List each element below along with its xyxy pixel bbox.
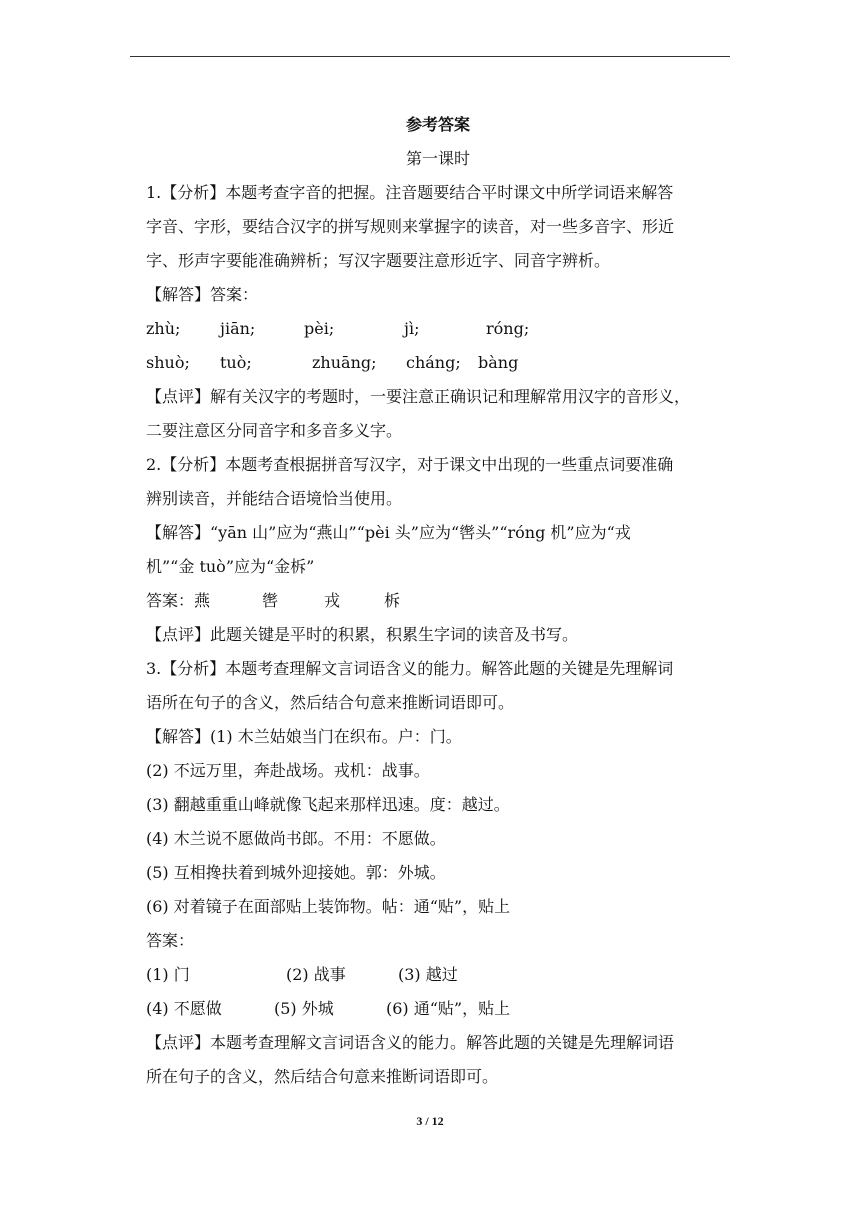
pinyin-item: róng;: [486, 319, 530, 338]
answer-item: (4) 不愿做: [146, 999, 222, 1018]
answer-item: 答案：燕: [146, 591, 211, 610]
q2-analysis-line-2: 辨别读音，并能结合语境恰当使用。: [146, 489, 403, 508]
q1-comment-line-1: 【点评】解有关汉字的考题时，一要注意正确识记和理解常用汉字的音形义，: [146, 387, 691, 406]
q3-answers-row-1: [146, 958, 730, 992]
q1-comment-line-2: 二要注意区分同音字和多音多义字。: [146, 421, 403, 440]
q3-answer-1: 【解答】(1) 木兰姑娘当门在织布。户：门。: [146, 727, 462, 746]
q2-answer-line-1: 【解答】“yān 山”应为“燕山”“pèi 头”应为“辔头”“róng 机”应为“戎: [146, 523, 631, 542]
pinyin-item: jiān;: [220, 319, 256, 338]
pinyin-row-1: [146, 312, 730, 346]
answer-item: 戎: [324, 591, 341, 610]
q3-analysis-line-2: 语所在句子的含义，然后结合句意来推断词语即可。: [146, 693, 515, 712]
header-rule: [130, 56, 730, 57]
q3-answer-label: 答案：: [146, 931, 195, 950]
q3-answer-6: (6) 对着镜子在面部贴上装饰物。帖：通“贴”，贴上: [146, 897, 511, 916]
q2-answer-row: [146, 584, 730, 618]
pinyin-item: zhuāng;: [312, 353, 377, 372]
q3-analysis-line-1: 3.【分析】本题考查理解文言词语含义的能力。解答此题的关键是先理解词: [146, 659, 674, 678]
q2-analysis-line-1: 2.【分析】本题考查根据拼音写汉字，对于课文中出现的一些重点词要准确: [146, 455, 674, 474]
pinyin-item: zhù;: [146, 319, 181, 338]
q1-analysis-line-2: 字音、字形，要结合汉字的拼写规则来掌握字的读音，对一些多音字、形近: [146, 217, 675, 236]
pinyin-item: bàng: [478, 353, 519, 372]
q3-answer-3: (3) 翻越重重山峰就像飞起来那样迅速。度：越过。: [146, 795, 510, 814]
q3-comment-line-1: 【点评】本题考查理解文言词语含义的能力。解答此题的关键是先理解词语: [146, 1033, 675, 1052]
page-title: 参考答案: [405, 115, 470, 134]
page-number: 3 / 12: [416, 1114, 444, 1128]
q1-answer-label: 【解答】答案：: [146, 285, 259, 304]
answer-item: (6) 通“贴”，贴上: [386, 999, 511, 1018]
pinyin-item: tuò;: [220, 353, 252, 372]
answer-item: (2) 战事: [286, 965, 346, 984]
answer-item: (1) 门: [146, 965, 190, 984]
q2-comment: 【点评】此题关键是平时的积累，积累生字词的读音及书写。: [146, 625, 579, 644]
q1-analysis-line-1: 1.【分析】本题考查字音的把握。注音题要结合平时课文中所学词语来解答: [146, 183, 674, 202]
answer-item: 柝: [384, 591, 401, 610]
q2-answer-line-2: 机”“金 tuò”应为“金柝”: [146, 557, 315, 576]
pinyin-item: jì;: [404, 319, 420, 338]
q3-answers-row-2: [146, 992, 730, 1026]
q3-answer-2: (2) 不远万里，奔赴战场。戎机：战事。: [146, 761, 430, 780]
pinyin-row-2: [146, 346, 730, 380]
q3-answer-4: (4) 木兰说不愿做尚书郎。不用：不愿做。: [146, 829, 446, 848]
pinyin-item: pèi;: [304, 319, 335, 338]
pinyin-item: shuò;: [146, 353, 190, 372]
q3-answer-5: (5) 互相搀扶着到城外迎接她。郭：外城。: [146, 863, 446, 882]
page-subtitle: 第一课时: [405, 149, 470, 168]
q1-analysis-line-3: 字、形声字要能准确辨析；写汉字题要注意形近字、同音字辨析。: [146, 251, 611, 270]
q3-comment-line-2: 所在句子的含义，然后结合句意来推断词语即可。: [146, 1067, 499, 1086]
answer-item: (3) 越过: [398, 965, 458, 984]
answer-item: 辔: [262, 591, 279, 610]
answer-item: (5) 外城: [274, 999, 334, 1018]
pinyin-item: cháng;: [406, 353, 461, 372]
document-body: [146, 108, 730, 1094]
